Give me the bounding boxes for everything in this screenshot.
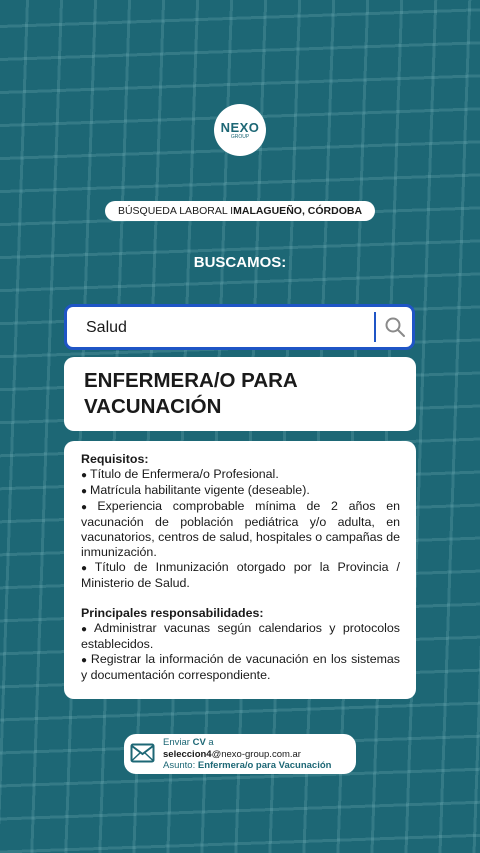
contact-text bbox=[163, 737, 331, 772]
bullet-icon: ● bbox=[81, 655, 88, 666]
page-heading: BUSCAMOS: bbox=[193, 254, 287, 271]
requirements-card bbox=[64, 441, 416, 699]
requirements-title: Requisitos: bbox=[81, 452, 149, 466]
contact-pill[interactable] bbox=[124, 734, 356, 774]
bullet-icon: ● bbox=[81, 624, 91, 635]
bullet-icon: ● bbox=[81, 502, 95, 513]
search-bar[interactable] bbox=[64, 304, 415, 350]
mail-icon bbox=[130, 743, 155, 763]
cv-label: CV bbox=[192, 737, 206, 748]
bullet-icon: ● bbox=[81, 486, 88, 497]
responsibilities-title: Principales responsabilidades: bbox=[81, 606, 264, 620]
bullet-icon: ● bbox=[81, 470, 88, 481]
nexo-group-logo bbox=[214, 104, 266, 156]
requirement-item: ● Título de Inmunización otorgado por la Provincia / Ministerio de Salud. bbox=[81, 560, 401, 590]
bullet-icon: ● bbox=[81, 563, 92, 574]
subject-line: Asunto: Enfermera/o para Vacunación bbox=[163, 760, 332, 771]
logo-sub: GROUP bbox=[230, 133, 250, 140]
location-place: MALAGUEÑO, CÓRDOBA bbox=[233, 205, 363, 217]
location-prefix: BÚSQUEDA LABORAL I bbox=[117, 205, 234, 217]
responsibility-item: ● Administrar vacunas según calendarios y protocolos establecidos. bbox=[81, 621, 400, 651]
search-input-value[interactable]: Salud bbox=[86, 319, 127, 336]
requirement-item: ● Título de Enfermera/o Profesional. bbox=[81, 467, 279, 481]
search-divider bbox=[374, 312, 376, 342]
send-line: Enviar CV a bbox=[163, 737, 214, 748]
job-title-card bbox=[64, 357, 416, 431]
location-badge bbox=[105, 201, 375, 221]
section-gap bbox=[81, 591, 400, 606]
email-address[interactable]: seleccion4@nexo-group.com.ar bbox=[163, 748, 301, 760]
job-title: ENFERMERA/O PARA VACUNACIÓN bbox=[84, 369, 297, 418]
requirement-item: ● Matrícula habilitante vigente (deseable). bbox=[81, 483, 310, 497]
logo-brand: NEXO bbox=[220, 119, 260, 135]
search-icon[interactable] bbox=[384, 316, 406, 338]
subject-value: Enfermera/o para Vacunación bbox=[197, 760, 332, 771]
requirement-item: ● Experiencia comprobable mínima de 2 años en vacunación de población pediátrica y/o adulta, en vacunatorios, centros de salud, hospitales o campañas de inmunización. bbox=[81, 499, 400, 559]
responsibility-item: ● Registrar la información de vacunación en los sistemas y documentación correspondiente. bbox=[81, 652, 400, 682]
